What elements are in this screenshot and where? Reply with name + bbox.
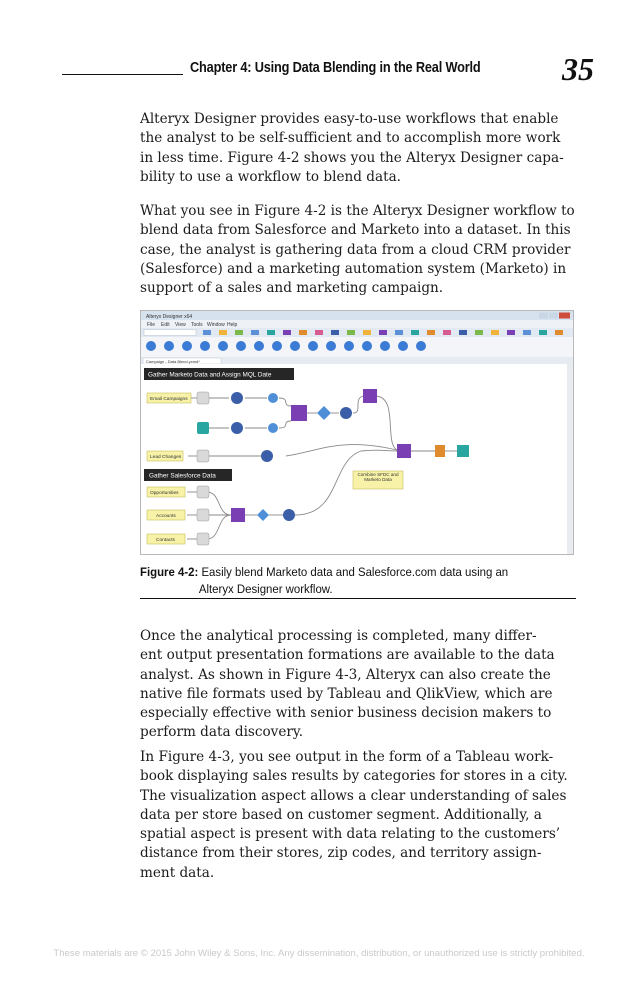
input-note-label: Opportunities bbox=[150, 491, 179, 496]
output-tool-icon[interactable] bbox=[435, 445, 445, 457]
category-icon[interactable] bbox=[363, 330, 371, 335]
paragraph-line: The visualization aspect allows a clear understanding of sales bbox=[140, 787, 567, 804]
alteryx-window bbox=[141, 311, 573, 554]
category-icon[interactable] bbox=[315, 330, 323, 335]
figure-alteryx-screenshot bbox=[140, 310, 574, 555]
comment-box-text: Combine SFDC and Marketo Data bbox=[357, 472, 399, 483]
category-icon[interactable] bbox=[491, 330, 499, 335]
paragraph-line: support of a sales and marketing campaign. bbox=[140, 280, 444, 297]
paragraph-line: case, the analyst is gathering data from a cloud CRM provider bbox=[140, 241, 571, 258]
tool-icon[interactable] bbox=[290, 341, 300, 351]
paragraph-line: ment data. bbox=[140, 864, 215, 881]
menu-view[interactable]: View bbox=[175, 322, 186, 328]
chapter-title: Chapter 4: Using Data Blending in the Real World bbox=[190, 60, 481, 76]
paragraph-line: spatial aspect is present with data relating to the customers’ bbox=[140, 826, 561, 843]
join-tool-icon[interactable] bbox=[231, 508, 245, 522]
maximize-button[interactable] bbox=[549, 313, 558, 319]
tool-icon[interactable] bbox=[362, 341, 372, 351]
tool-icon[interactable] bbox=[272, 341, 282, 351]
tool-icon[interactable] bbox=[380, 341, 390, 351]
paragraph-line: perform data discovery. bbox=[140, 724, 304, 741]
header-rule bbox=[62, 74, 183, 75]
tool-icon[interactable] bbox=[146, 341, 156, 351]
category-icon[interactable] bbox=[427, 330, 435, 335]
paragraph-line: the analyst to be self-sufficient and to accomplish more work bbox=[140, 130, 561, 147]
union-tool-icon[interactable] bbox=[397, 444, 411, 458]
paragraph-2 bbox=[140, 202, 580, 298]
page-number: 35 bbox=[562, 51, 594, 87]
paragraph-line: book displaying sales results by categories for stores in a city. bbox=[140, 768, 568, 785]
menu-edit[interactable]: Edit bbox=[161, 322, 170, 328]
browse-tool-icon[interactable] bbox=[457, 445, 469, 457]
category-icon[interactable] bbox=[459, 330, 467, 335]
document-tab-label: Campaign - Data Blend.yxmd* bbox=[146, 358, 200, 364]
input-tool-icon[interactable] bbox=[197, 509, 209, 521]
category-icon[interactable] bbox=[299, 330, 307, 335]
input-tool-icon[interactable] bbox=[197, 392, 209, 404]
category-icon[interactable] bbox=[411, 330, 419, 335]
caption-text-1: Easily blend Marketo data and Salesforce.com data using an bbox=[201, 565, 509, 579]
tool-icon[interactable] bbox=[218, 341, 228, 351]
category-icon[interactable] bbox=[395, 330, 403, 335]
paragraph-1 bbox=[140, 110, 580, 187]
category-icon[interactable] bbox=[475, 330, 483, 335]
paragraph-line: (Salesforce) and a marketing automation system (Marketo) in bbox=[140, 260, 567, 277]
close-button[interactable] bbox=[559, 313, 570, 319]
tool-icon[interactable] bbox=[416, 341, 426, 351]
paragraph-line: Alteryx Designer provides easy-to-use workflows that enable bbox=[140, 111, 559, 127]
input-tool-icon[interactable] bbox=[197, 533, 209, 545]
menu-file[interactable]: File bbox=[147, 322, 156, 328]
input-tool-icon[interactable] bbox=[197, 422, 209, 434]
paragraph-line: blend data from Salesforce and Marketo into a dataset. In this bbox=[140, 222, 571, 239]
paragraph-line: In Figure 4-3, you see output in the form of a Tableau work- bbox=[140, 749, 554, 765]
input-note-label: Lead Changes bbox=[150, 455, 182, 460]
caption-label: Figure 4-2: bbox=[140, 565, 199, 579]
paragraph-line: What you see in Figure 4-2 is the Alteryx Designer workflow to bbox=[140, 203, 575, 219]
category-icon[interactable] bbox=[283, 330, 291, 335]
paragraph-line: analyst. As shown in Figure 4-3, Alteryx can also create the bbox=[140, 666, 551, 683]
paragraph-line: bility to use a workflow to blend data. bbox=[140, 168, 401, 185]
input-tool-icon[interactable] bbox=[197, 450, 209, 462]
formula-tool-icon[interactable] bbox=[283, 509, 295, 521]
formula-tool-icon[interactable] bbox=[231, 392, 243, 404]
paragraph-line: in less time. Figure 4-2 shows you the Alteryx Designer capa- bbox=[140, 149, 564, 166]
tool-icon[interactable] bbox=[164, 341, 174, 351]
input-tool-icon[interactable] bbox=[197, 486, 209, 498]
paragraph-3 bbox=[140, 627, 580, 743]
marketo-group-label: Gather Marketo Data and Assign MQL Date bbox=[148, 371, 272, 379]
category-icon[interactable] bbox=[523, 330, 531, 335]
category-icon[interactable] bbox=[443, 330, 451, 335]
window-title-bar bbox=[141, 311, 573, 320]
category-icon[interactable] bbox=[379, 330, 387, 335]
category-icon[interactable] bbox=[251, 330, 259, 335]
formula-tool-icon[interactable] bbox=[231, 422, 243, 434]
menu-help[interactable]: Help bbox=[227, 322, 238, 328]
copyright-footer: These materials are © 2015 John Wiley & Sons, Inc. Any dissemination, distribution, or unauthorized use is strictly prohibited. bbox=[53, 948, 585, 959]
paragraph-4 bbox=[140, 748, 580, 883]
caption-rule bbox=[140, 598, 576, 599]
paragraph-line: data per store based on customer segment. Additionally, a bbox=[140, 806, 542, 823]
menu-bar bbox=[141, 320, 573, 328]
vertical-scrollbar[interactable] bbox=[567, 364, 573, 554]
category-icon[interactable] bbox=[203, 330, 211, 335]
tool-icon[interactable] bbox=[398, 341, 408, 351]
union-tool-icon[interactable] bbox=[363, 389, 377, 403]
select-tool-icon[interactable] bbox=[268, 393, 278, 403]
paragraph-line: ent output presentation formations are available to the data bbox=[140, 647, 555, 664]
tool-icon[interactable] bbox=[182, 341, 192, 351]
select-tool-icon[interactable] bbox=[268, 423, 278, 433]
category-icon[interactable] bbox=[331, 330, 339, 335]
input-note-label: Email Campaigns bbox=[150, 397, 188, 402]
tool-category-tabs bbox=[203, 330, 563, 335]
paragraph-line: distance from their stores, zip codes, and territory assign- bbox=[140, 845, 542, 862]
salesforce-group-label: Gather Salesforce Data bbox=[149, 472, 216, 480]
category-icon[interactable] bbox=[555, 330, 563, 335]
figure-caption bbox=[140, 564, 576, 598]
category-icon[interactable] bbox=[507, 330, 515, 335]
input-note-label: Contacts bbox=[156, 538, 175, 543]
category-icon[interactable] bbox=[219, 330, 227, 335]
minimize-button[interactable] bbox=[539, 313, 548, 319]
caption-line-1 bbox=[140, 564, 541, 581]
tool-icon[interactable] bbox=[200, 341, 210, 351]
paragraph-line: Once the analytical processing is completed, many differ- bbox=[140, 628, 537, 644]
category-icon[interactable] bbox=[347, 330, 355, 335]
comment-box-text-wrapper bbox=[354, 472, 402, 489]
menu-tools[interactable]: Tools bbox=[191, 322, 203, 328]
tool-icon[interactable] bbox=[326, 341, 336, 351]
tool-icon[interactable] bbox=[308, 341, 318, 351]
formula-tool-icon[interactable] bbox=[340, 407, 352, 419]
category-icon[interactable] bbox=[539, 330, 547, 335]
tool-icon[interactable] bbox=[344, 341, 354, 351]
caption-text-2: Alteryx Designer workflow. bbox=[198, 582, 333, 596]
category-icon[interactable] bbox=[267, 330, 275, 335]
tool-search-input[interactable] bbox=[144, 330, 196, 336]
tool-icon[interactable] bbox=[236, 341, 246, 351]
window-title: Alteryx Designer x64 bbox=[146, 314, 193, 320]
paragraph-line: native file formats used by Tableau and QlikView, which are bbox=[140, 685, 553, 702]
category-icon[interactable] bbox=[235, 330, 243, 335]
join-tool-icon[interactable] bbox=[291, 405, 307, 421]
formula-tool-icon[interactable] bbox=[261, 450, 273, 462]
tool-icon[interactable] bbox=[254, 341, 264, 351]
paragraph-line: especially effective with senior business decision makers to bbox=[140, 705, 552, 722]
input-note-label: Accounts bbox=[156, 514, 176, 519]
menu-window[interactable]: Window bbox=[207, 322, 225, 328]
